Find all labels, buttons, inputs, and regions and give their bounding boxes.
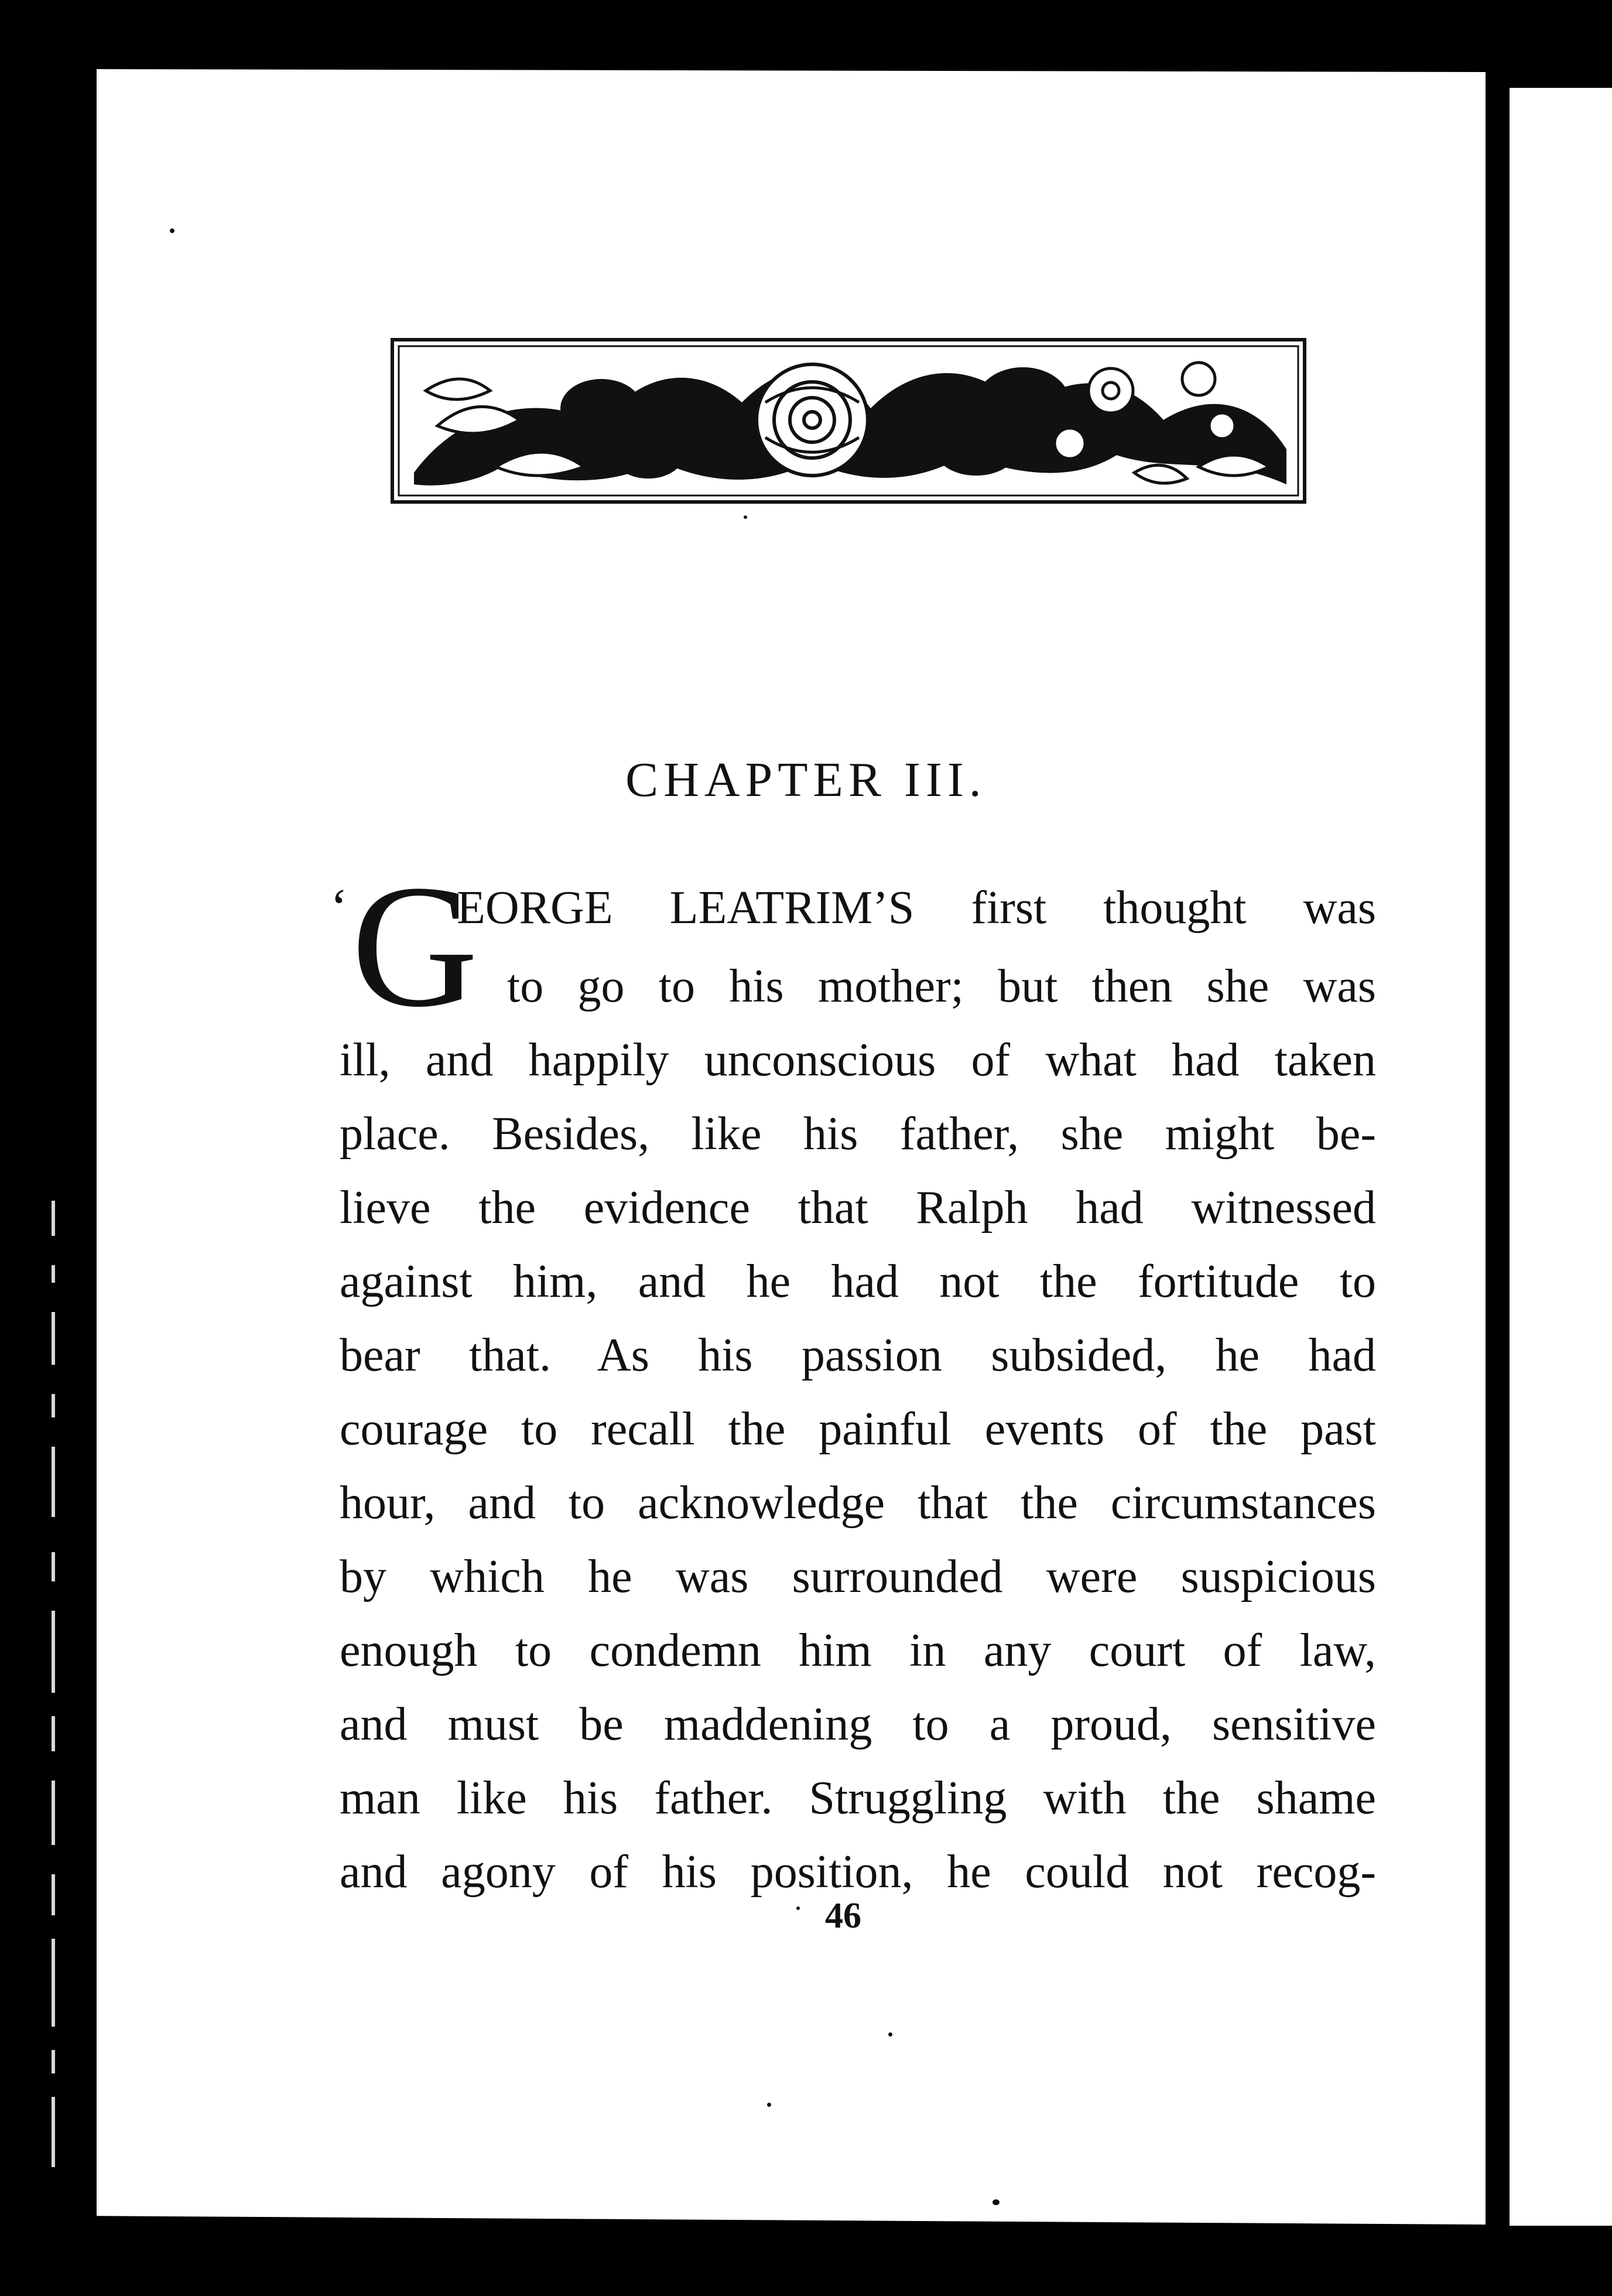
print-speck <box>796 1906 800 1910</box>
body-text-line: against him, and he had not the fortitude to <box>340 1256 1376 1307</box>
print-speck <box>888 2032 892 2037</box>
opening-quote-mark: ‘ <box>330 879 348 937</box>
body-text-line: EORGE LEATRIM’S first thought was <box>457 882 1376 934</box>
body-text-line: lieve the evidence that Ralph had witnessed <box>340 1182 1376 1234</box>
body-text-line: place. Besides, like his father, she might be- <box>340 1108 1376 1160</box>
binding-strip <box>41 1201 64 2208</box>
body-text-line: and must be maddening to a proud, sensitive <box>340 1699 1376 1750</box>
print-speck <box>744 515 747 519</box>
body-text-line: man like his father. Struggling with the shame <box>340 1772 1376 1824</box>
print-speck <box>170 228 174 233</box>
drop-cap: G <box>351 849 478 1043</box>
body-text-line: to go to his mother; but then she was <box>507 961 1376 1012</box>
chapter-title: CHAPTER III. <box>625 753 987 807</box>
body-text-line: hour, and to acknowledge that the circumstances <box>340 1477 1376 1529</box>
print-speck <box>767 2103 771 2107</box>
body-text-line: by which he was surrounded were suspicious <box>340 1551 1376 1603</box>
floral-ornament-icon <box>391 338 1306 504</box>
body-text-line: courage to recall the painful events of the past <box>340 1403 1376 1455</box>
page-number: 46 <box>825 1896 861 1936</box>
print-speck <box>992 2199 1000 2205</box>
body-text-line: enough to condemn him in any court of law, <box>340 1625 1376 1676</box>
body-text-line: bear that. As his passion subsided, he had <box>340 1330 1376 1381</box>
body-text-line: ill, and happily unconscious of what had taken <box>340 1034 1376 1086</box>
body-text-line: and agony of his position, he could not recog- <box>340 1846 1376 1898</box>
